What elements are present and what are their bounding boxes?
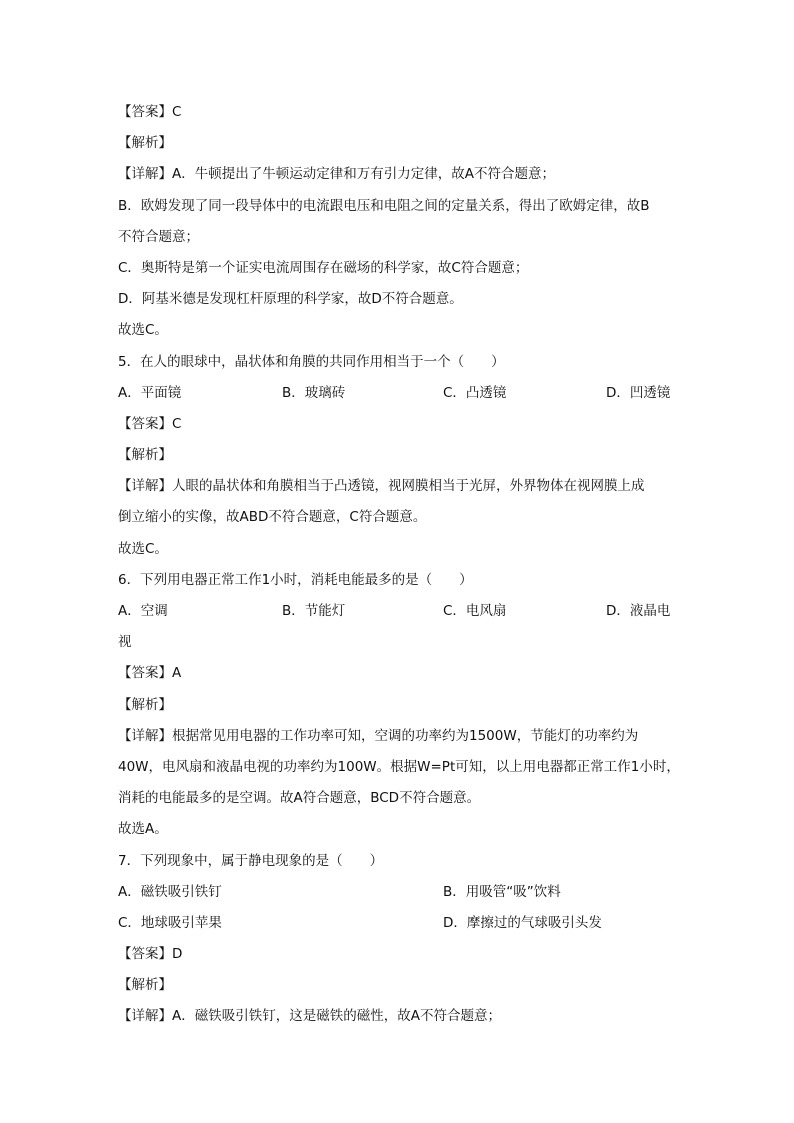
option-a: A．磁铁吸引铁钉 <box>118 883 222 900</box>
option-c: C．电风扇 <box>443 603 507 619</box>
answer-label: 【答案】D <box>118 946 183 963</box>
detail-text: 倒立缩小的实像，故ABD不符合题意，C符合题意。 <box>118 509 427 526</box>
option-d: D．液晶电 <box>606 603 671 619</box>
detail-text: B．欧姆发现了同一段导体中的电流跟电压和电阻之间的定量关系，得出了欧姆定律，故B <box>118 197 650 214</box>
options-row <box>118 908 678 939</box>
option-c: C．凸透镜 <box>443 384 507 401</box>
options-row <box>118 877 678 908</box>
answer-label: 【答案】C <box>118 415 182 432</box>
detail-text: C．奥斯特是第一个证实电流周围存在磁场的科学家，故C符合题意； <box>118 259 529 276</box>
detail-text: 【详解】A．磁铁吸引铁钉，这是磁铁的磁性，故A不符合题意； <box>118 1008 501 1025</box>
question-stem: 7．下列现象中，属于静电现象的是（ ） <box>118 852 384 869</box>
option-b: B．玻璃砖 <box>282 384 346 401</box>
option-a: A．平面镜 <box>118 384 182 401</box>
option-c: C．地球吸引苹果 <box>118 914 222 931</box>
conclusion: 故选C。 <box>118 322 168 339</box>
document-page <box>118 97 678 1033</box>
analysis-label: 【解析】 <box>118 447 172 464</box>
options-row <box>118 596 678 627</box>
detail-text: 【详解】人眼的晶状体和角膜相当于凸透镜，视网膜相当于光屏，外界物体在视网膜上成 <box>118 478 645 495</box>
option-a: A．空调 <box>118 603 168 619</box>
option-b: B．节能灯 <box>282 603 346 619</box>
question-stem: 6．下列用电器正常工作1小时，消耗电能最多的是（ ） <box>118 571 473 588</box>
answer-label: 【答案】C <box>118 104 182 120</box>
detail-text: 不符合题意； <box>118 228 199 245</box>
detail-text: D．阿基米德是发现杠杆原理的科学家，故D不符合题意。 <box>118 291 463 308</box>
conclusion: 故选C。 <box>118 540 168 557</box>
option-wrap: 视 <box>118 634 132 651</box>
question-stem: 5．在人的眼球中，晶状体和角膜的共同作用相当于一个（ ） <box>118 353 505 370</box>
conclusion: 故选A。 <box>118 821 168 838</box>
analysis-label: 【解析】 <box>118 977 172 994</box>
options-row <box>118 378 678 409</box>
detail-text: 【详解】A．牛顿提出了牛顿运动定律和万有引力定律，故A不符合题意； <box>118 166 555 183</box>
detail-text: 消耗的电能最多的是空调。故A符合题意，BCD不符合题意。 <box>118 790 481 807</box>
analysis-label: 【解析】 <box>118 696 172 713</box>
answer-label: 【答案】A <box>118 665 182 682</box>
option-b: B．用吸管“吸”饮料 <box>443 883 561 900</box>
option-d: D．凹透镜 <box>606 384 671 401</box>
detail-text: 40W，电风扇和液晶电视的功率约为100W。根据W=Pt可知，以上用电器都正常工作1小时， <box>118 758 680 775</box>
analysis-label: 【解析】 <box>118 135 172 152</box>
option-d: D．摩擦过的气球吸引头发 <box>443 914 602 931</box>
detail-text: 【详解】根据常见用电器的工作功率可知，空调的功率约为1500W，节能灯的功率约为 <box>118 727 639 744</box>
